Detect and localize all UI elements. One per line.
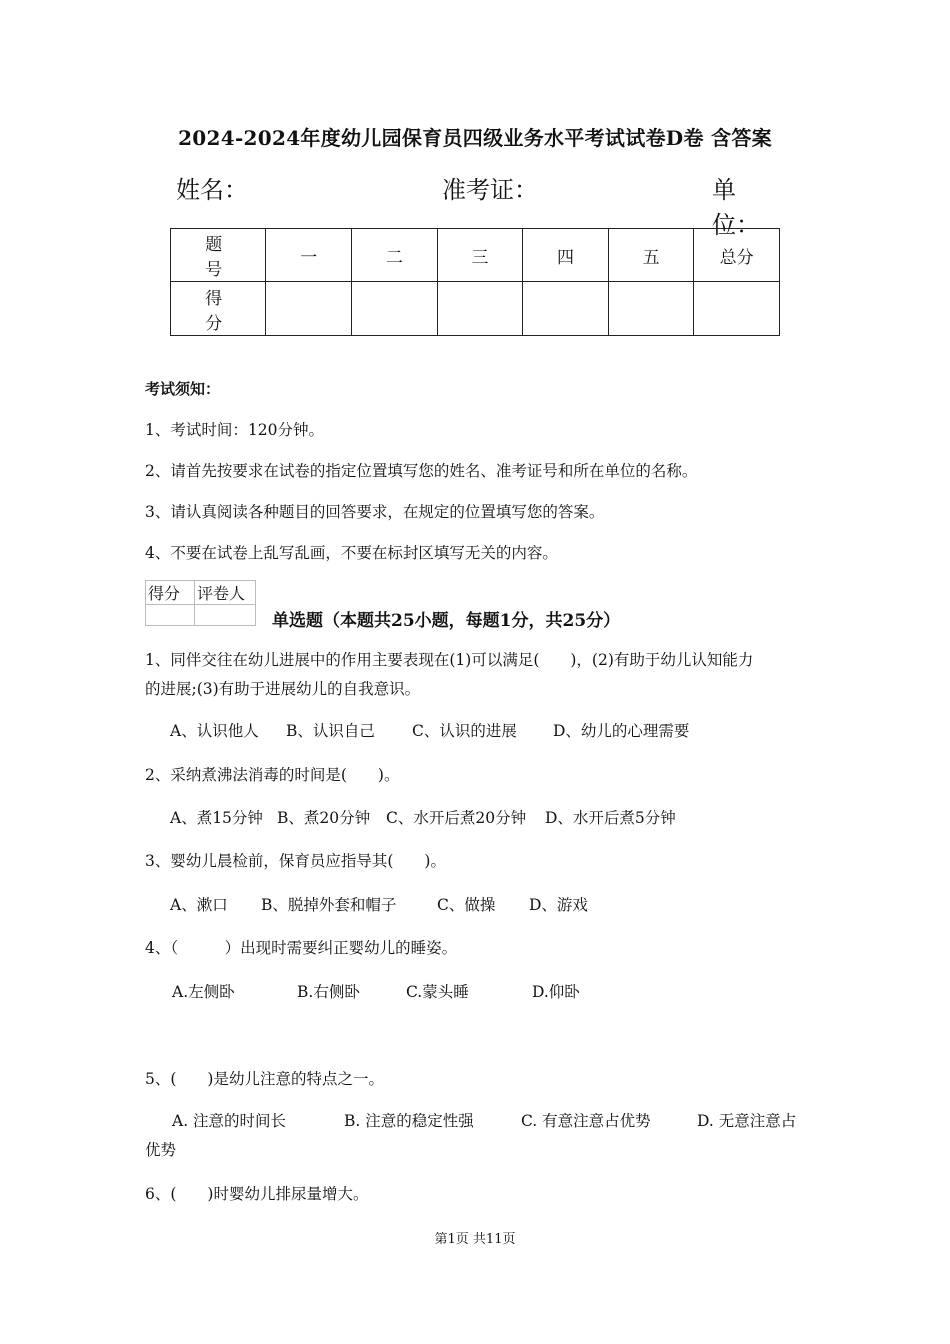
q2-option-d: D、水开后煮5分钟: [545, 809, 676, 827]
q5-option-d-wrap: 优势: [145, 1141, 177, 1159]
score-cell-1: [266, 282, 352, 336]
candidate-fields: [176, 170, 780, 239]
question-4: 4、（ ）出现时需要纠正婴幼儿的睡姿。: [145, 939, 458, 957]
grader-reviewer-label: 评卷人: [195, 581, 256, 605]
notice-item: 1、考试时间：120分钟。: [145, 421, 324, 439]
score-header-5: 五: [608, 229, 694, 282]
score-header-1: 一: [266, 229, 352, 282]
grader-reviewer-cell: [195, 605, 256, 626]
score-table-score-row: [171, 282, 780, 336]
question-1: 1、同伴交往在幼儿进展中的作用主要表现在(1)可以满足( )，(2)有助于幼儿认知能力: [145, 651, 754, 669]
grader-box: [145, 580, 256, 626]
q3-option-d: D、游戏: [529, 896, 588, 914]
notice-item: 2、请首先按要求在试卷的指定位置填写您的姓名、准考证号和所在单位的名称。: [145, 462, 698, 480]
score-cell-5: [608, 282, 694, 336]
score-cell-2: [352, 282, 438, 336]
question-6: 6、( )时婴幼儿排尿量增大。: [145, 1185, 369, 1203]
grader-score-cell: [146, 605, 195, 626]
q2-option-a: A、煮15分钟: [170, 809, 263, 827]
score-row-label: 得 分: [171, 282, 266, 336]
q5-option-d: D. 无意注意占: [697, 1112, 797, 1130]
q4-option-a: A.左侧卧: [172, 983, 235, 1001]
q1-option-b: B、认识自己: [286, 722, 375, 740]
q3-option-b: B、脱掉外套和帽子: [261, 896, 397, 914]
notice-item: 4、不要在试卷上乱写乱画，不要在标封区填写无关的内容。: [145, 544, 558, 562]
q5-option-c: C. 有意注意占优势: [521, 1112, 651, 1130]
exam-id-field-label: 准考证：: [442, 176, 538, 204]
score-cell-3: [437, 282, 523, 336]
q1-option-d: D、幼儿的心理需要: [553, 722, 690, 740]
unit-field-label: 单位：: [712, 176, 760, 239]
notice-item: 3、请认真阅读各种题目的回答要求，在规定的位置填写您的答案。: [145, 503, 605, 521]
q2-option-b: B、煮20分钟: [277, 809, 371, 827]
score-table-header-row: [171, 229, 780, 282]
q1-option-c: C、认识的进展: [412, 722, 517, 740]
score-table: [170, 228, 780, 336]
q4-option-c: C.蒙头睡: [406, 983, 469, 1001]
q4-option-b: B.右侧卧: [297, 983, 360, 1001]
score-cell-total: [694, 282, 780, 336]
section-title: 单选题（本题共25小题，每题1分，共25分）: [272, 611, 621, 631]
page-footer: 第1页 共11页: [434, 1232, 516, 1247]
q4-option-d: D.仰卧: [532, 983, 580, 1001]
question-3: 3、婴幼儿晨检前，保育员应指导其( )。: [145, 852, 446, 870]
score-header-3: 三: [437, 229, 523, 282]
question-5: 5、( )是幼儿注意的特点之一。: [145, 1070, 384, 1088]
score-header-total: 总分: [694, 229, 780, 282]
notice-heading: 考试须知：: [145, 380, 221, 398]
question-1-cont: 的进展;(3)有助于进展幼儿的自我意识。: [145, 680, 421, 698]
q5-option-a: A. 注意的时间长: [172, 1112, 287, 1130]
q3-option-c: C、做操: [437, 896, 496, 914]
score-cell-4: [523, 282, 609, 336]
score-header-4: 四: [523, 229, 609, 282]
exam-title: 2024-2024年度幼儿园保育员四级业务水平考试试卷D卷 含答案: [178, 126, 772, 150]
q1-option-a: A、认识他人: [170, 722, 259, 740]
name-field-label: 姓名：: [176, 176, 248, 204]
q2-option-c: C、水开后煮20分钟: [386, 809, 527, 827]
q3-option-a: A、漱口: [170, 896, 228, 914]
grader-score-label: 得分: [146, 581, 195, 605]
score-header-label: 题 号: [171, 229, 266, 282]
question-2: 2、采纳煮沸法消毒的时间是( )。: [145, 766, 400, 784]
q5-option-b: B. 注意的稳定性强: [344, 1112, 474, 1130]
score-header-2: 二: [352, 229, 438, 282]
